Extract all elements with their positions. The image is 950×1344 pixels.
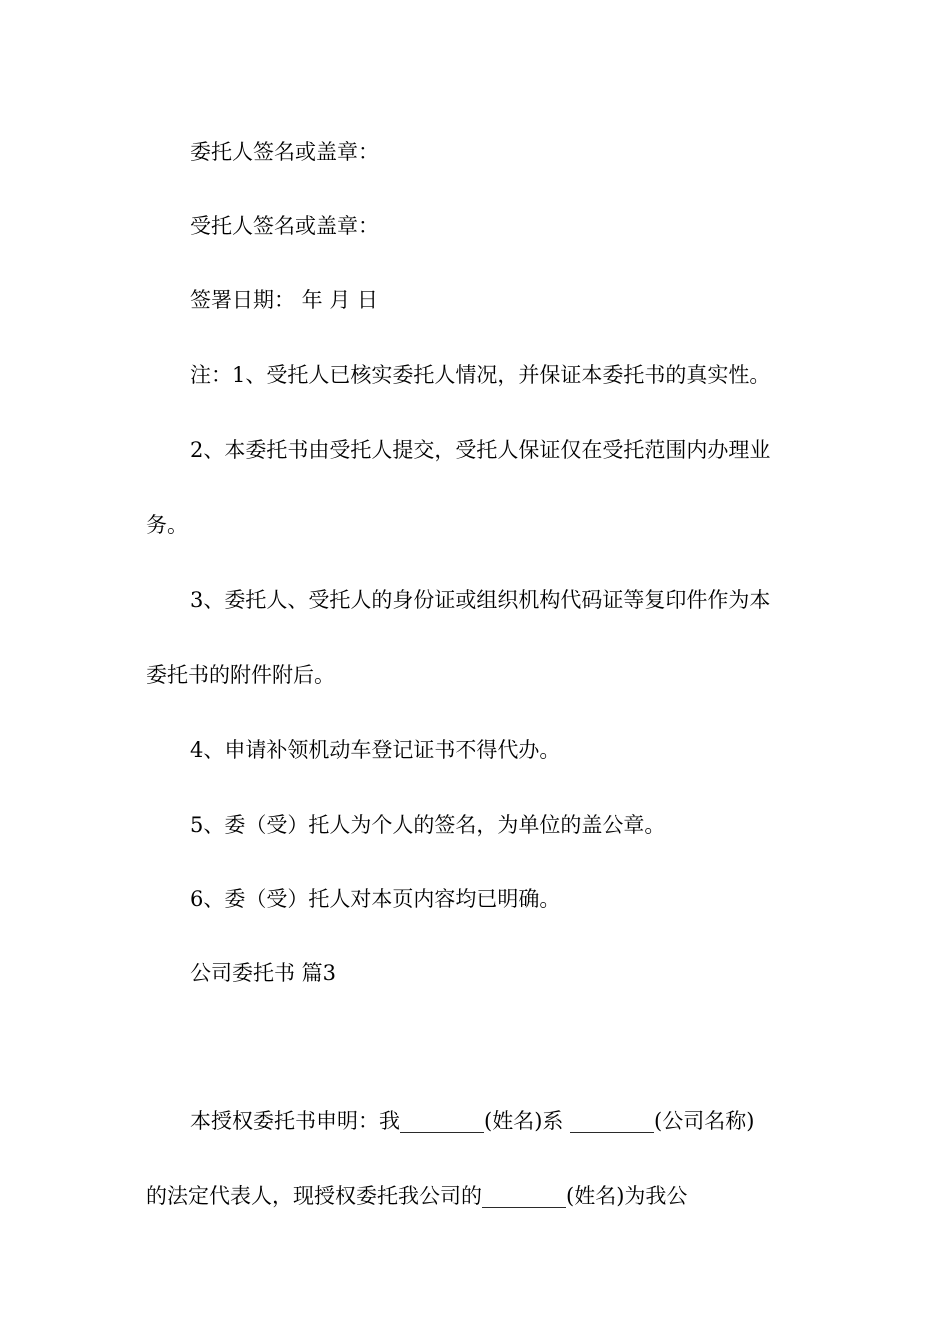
principal-signature-line: 委托人签名或盖章： xyxy=(190,140,379,164)
note-item-2-continued: 务。 xyxy=(146,513,188,537)
note-item-3: 3、委托人、受托人的身份证或组织机构代码证等复印件作为本 xyxy=(190,588,771,612)
note-item-5: 5、委（受）托人为个人的签名，为单位的盖公章。 xyxy=(190,813,666,837)
note-item-6: 6、委（受）托人对本页内容均已明确。 xyxy=(190,887,561,911)
agent-signature-line: 受托人签名或盖章： xyxy=(190,214,379,238)
note-item-3-continued: 委托书的附件附后。 xyxy=(146,663,335,687)
note-item-1: 注：1、受托人已核实委托人情况，并保证本委托书的真实性。 xyxy=(190,363,771,387)
section-heading: 公司委托书 篇3 xyxy=(190,961,337,985)
authorization-statement: 本授权委托书申明：我________(姓名)系 ________(公司名称) xyxy=(190,1109,755,1133)
authorization-statement-continued: 的法定代表人，现授权委托我公司的________(姓名)为我公 xyxy=(146,1184,688,1208)
signing-date-line: 签署日期： 年 月 日 xyxy=(190,288,379,312)
note-item-2: 2、本委托书由受托人提交，受托人保证仅在受托范围内办理业 xyxy=(190,438,771,462)
note-item-4: 4、申请补领机动车登记证书不得代办。 xyxy=(190,738,561,762)
